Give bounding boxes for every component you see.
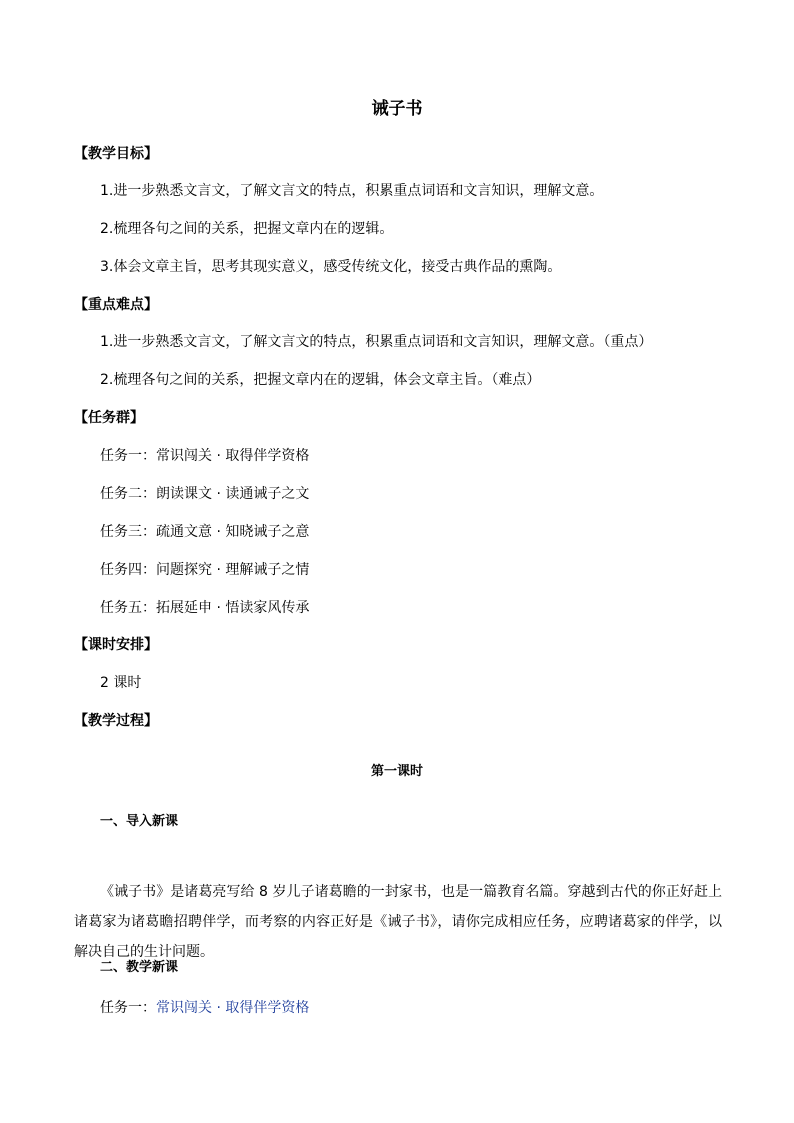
key-point-item-1: 1.进一步熟悉文言文，了解文言文的特点，积累重点词语和文言知识，理解文意。（重点）: [100, 334, 653, 350]
schedule-value: 2 课时: [100, 675, 142, 691]
tasks-heading: 【任务群】: [74, 410, 144, 426]
goals-heading: 【教学目标】: [74, 146, 158, 162]
goal-item-2: 2.梳理各句之间的关系，把握文章内在的逻辑。: [100, 221, 394, 237]
schedule-heading: 【课时安排】: [74, 637, 158, 653]
process-heading: 【教学过程】: [74, 713, 158, 729]
document-title: 诫子书: [371, 99, 423, 119]
task-item-5: 任务五：拓展延申 · 悟读家风传承: [100, 600, 310, 616]
task-item-3: 任务三：疏通文意 · 知晓诫子之意: [100, 524, 310, 540]
goal-item-3: 3.体会文章主旨，思考其现实意义，感受传统文化，接受古典作品的熏陶。: [100, 259, 562, 275]
task1-text: 常识闯关 · 取得伴学资格: [156, 1000, 310, 1016]
lesson-title: 第一课时: [370, 764, 423, 779]
key-point-item-2: 2.梳理各句之间的关系，把握文章内在的逻辑，体会文章主旨。（难点）: [100, 372, 541, 388]
task1-line: [100, 998, 309, 1018]
task-item-4: 任务四：问题探究 · 理解诫子之情: [100, 562, 310, 578]
goal-item-1: 1.进一步熟悉文言文，了解文言文的特点，积累重点词语和文言知识，理解文意。: [100, 183, 604, 199]
section-intro-heading: 一、导入新课: [100, 814, 179, 829]
task1-label: 任务一：: [100, 1000, 156, 1016]
section-new-lesson-heading: 二、教学新课: [100, 960, 179, 975]
key-points-heading: 【重点难点】: [74, 297, 158, 313]
intro-paragraph: 《诫子书》是诸葛亮写给 8 岁儿子诸葛瞻的一封家书，也是一篇教育名篇。穿越到古代的你正好赶上诸葛家为诸葛瞻招聘伴学，而考察的内容正好是《诫子书》，请你完成相应任务，应聘诸葛家的伴学，以解决自己的生计问题。: [74, 884, 722, 960]
task-item-1: 任务一：常识闯关 · 取得伴学资格: [100, 448, 310, 464]
task-item-2: 任务二：朗读课文 · 读通诫子之文: [100, 486, 310, 502]
